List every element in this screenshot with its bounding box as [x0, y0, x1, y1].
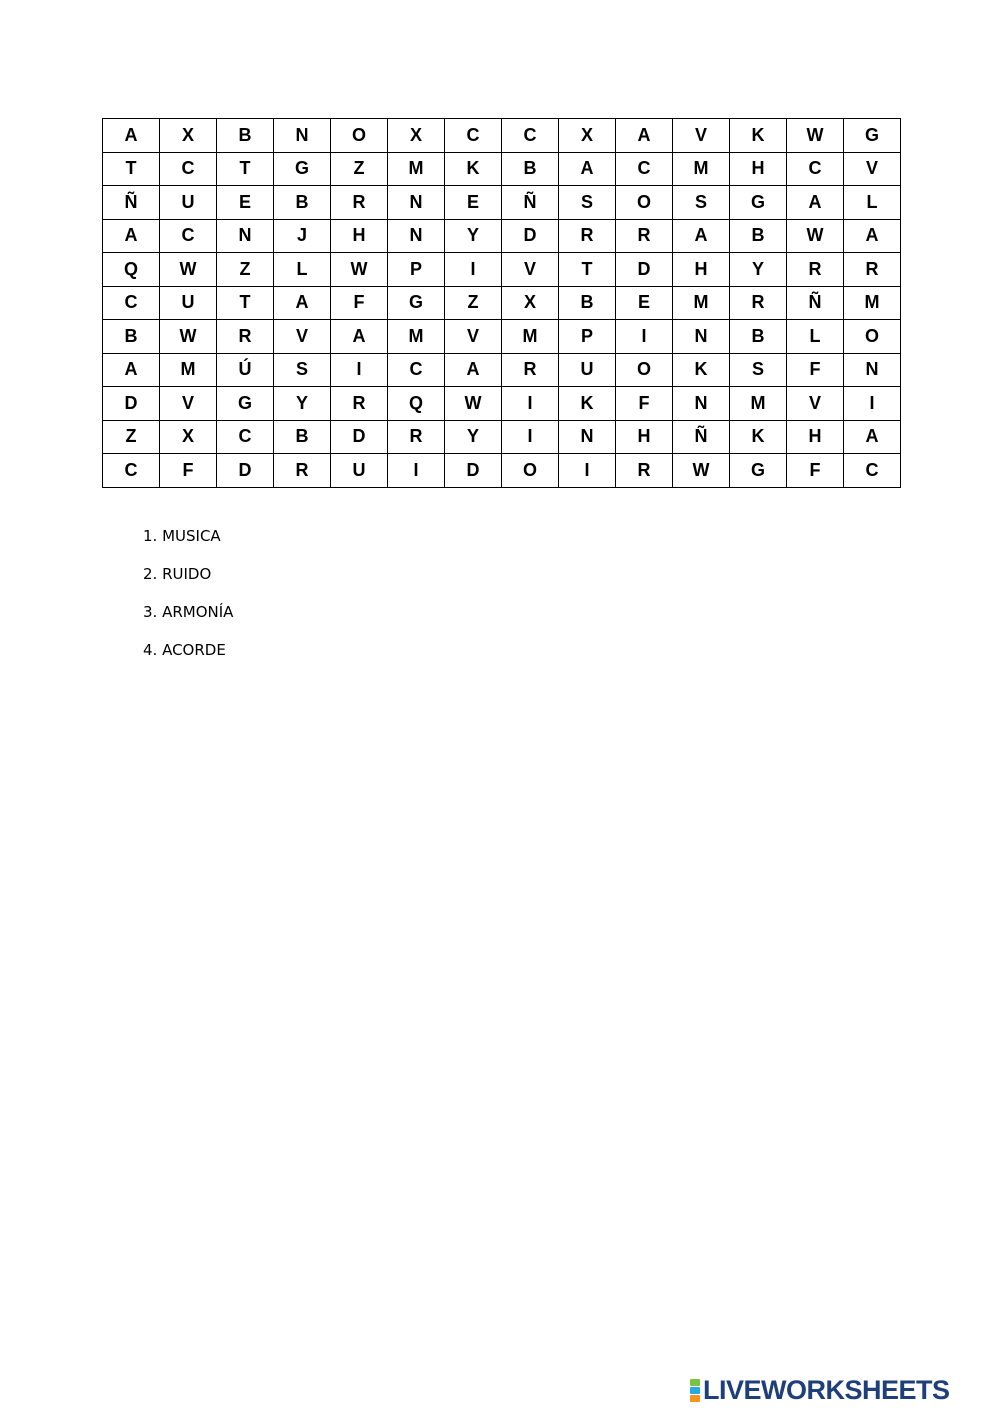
grid-cell[interactable]: F [331, 286, 388, 320]
grid-cell[interactable]: S [559, 186, 616, 220]
grid-cell[interactable]: R [616, 454, 673, 488]
word-list-item: 3. ARMONÍA [143, 603, 234, 621]
grid-cell[interactable]: F [616, 387, 673, 421]
grid-cell[interactable]: V [502, 253, 559, 287]
grid-cell[interactable]: F [787, 353, 844, 387]
grid-row [103, 454, 901, 488]
word-list-item: 4. ACORDE [143, 641, 226, 659]
brand-name: LIVEWORKSHEETS [703, 1374, 950, 1405]
grid-cell[interactable]: E [616, 286, 673, 320]
grid-cell[interactable]: G [730, 186, 787, 220]
grid-cell[interactable]: C [616, 152, 673, 186]
grid-cell[interactable]: C [445, 119, 502, 153]
grid-row [103, 286, 901, 320]
logo-block [690, 1379, 700, 1386]
grid-cell[interactable]: B [730, 219, 787, 253]
grid-cell[interactable]: P [388, 253, 445, 287]
word-list-item: 1. MUSICA [143, 527, 221, 545]
grid-cell[interactable]: T [559, 253, 616, 287]
grid-cell[interactable]: M [673, 286, 730, 320]
grid-cell[interactable]: U [160, 286, 217, 320]
grid-cell[interactable]: B [103, 320, 160, 354]
grid-cell[interactable]: A [616, 119, 673, 153]
grid-cell[interactable]: I [559, 454, 616, 488]
grid-cell[interactable]: C [103, 454, 160, 488]
grid-cell[interactable]: R [502, 353, 559, 387]
grid-cell[interactable]: Q [388, 387, 445, 421]
grid-cell[interactable]: H [787, 420, 844, 454]
grid-cell[interactable]: K [559, 387, 616, 421]
grid-cell[interactable]: M [844, 286, 901, 320]
grid-cell[interactable]: R [559, 219, 616, 253]
grid-cell[interactable]: O [844, 320, 901, 354]
grid-cell[interactable]: F [787, 454, 844, 488]
grid-cell[interactable]: C [103, 286, 160, 320]
grid-cell[interactable]: S [730, 353, 787, 387]
grid-cell[interactable]: K [673, 353, 730, 387]
grid-cell[interactable]: G [844, 119, 901, 153]
grid-row [103, 320, 901, 354]
grid-cell[interactable]: B [730, 320, 787, 354]
grid-cell[interactable]: D [331, 420, 388, 454]
grid-cell[interactable]: Z [103, 420, 160, 454]
grid-cell[interactable]: O [616, 353, 673, 387]
grid-cell[interactable]: G [217, 387, 274, 421]
grid-cell[interactable]: I [502, 387, 559, 421]
grid-cell[interactable]: W [160, 320, 217, 354]
grid-cell[interactable]: R [388, 420, 445, 454]
grid-cell[interactable]: A [445, 353, 502, 387]
grid-cell[interactable]: E [445, 186, 502, 220]
grid-cell[interactable]: G [388, 286, 445, 320]
grid-cell[interactable]: A [673, 219, 730, 253]
grid-cell[interactable]: O [502, 454, 559, 488]
grid-cell[interactable]: M [388, 152, 445, 186]
grid-cell[interactable]: D [445, 454, 502, 488]
grid-row [103, 353, 901, 387]
grid-cell[interactable]: W [160, 253, 217, 287]
grid-cell[interactable]: P [559, 320, 616, 354]
grid-cell[interactable]: Z [331, 152, 388, 186]
grid-cell[interactable]: M [388, 320, 445, 354]
word-search-grid [102, 118, 901, 488]
grid-cell[interactable]: X [160, 420, 217, 454]
grid-cell[interactable]: N [559, 420, 616, 454]
grid-cell[interactable]: A [844, 219, 901, 253]
grid-cell[interactable]: W [787, 219, 844, 253]
word-list [143, 525, 233, 677]
grid-row [103, 219, 901, 253]
grid-cell[interactable]: U [559, 353, 616, 387]
grid-cell[interactable]: B [274, 186, 331, 220]
grid-cell[interactable]: C [844, 454, 901, 488]
grid-row [103, 420, 901, 454]
grid-cell[interactable]: O [331, 119, 388, 153]
grid-cell[interactable]: I [331, 353, 388, 387]
grid-row [103, 119, 901, 153]
grid-cell[interactable]: N [217, 219, 274, 253]
grid-cell[interactable]: M [673, 152, 730, 186]
grid-cell[interactable]: X [388, 119, 445, 153]
grid-cell[interactable]: V [274, 320, 331, 354]
grid-cell[interactable]: H [730, 152, 787, 186]
grid-cell[interactable]: F [160, 454, 217, 488]
grid-cell[interactable]: V [160, 387, 217, 421]
grid-cell[interactable]: U [331, 454, 388, 488]
grid-cell[interactable]: Q [103, 253, 160, 287]
grid-cell[interactable]: S [673, 186, 730, 220]
grid-cell[interactable]: X [160, 119, 217, 153]
grid-cell[interactable]: R [616, 219, 673, 253]
grid-cell[interactable]: T [217, 152, 274, 186]
grid-cell[interactable]: E [217, 186, 274, 220]
grid-cell[interactable]: G [274, 152, 331, 186]
grid-cell[interactable]: T [103, 152, 160, 186]
grid-cell[interactable]: Ú [217, 353, 274, 387]
grid-cell[interactable]: S [274, 353, 331, 387]
grid-cell[interactable]: I [844, 387, 901, 421]
grid-cell[interactable]: A [103, 353, 160, 387]
grid-cell[interactable]: R [274, 454, 331, 488]
grid-cell[interactable]: L [274, 253, 331, 287]
grid-cell[interactable]: Ñ [103, 186, 160, 220]
grid-cell[interactable]: H [616, 420, 673, 454]
grid-cell[interactable]: H [331, 219, 388, 253]
grid-cell[interactable]: V [445, 320, 502, 354]
grid-cell[interactable]: A [103, 219, 160, 253]
grid-cell[interactable]: L [787, 320, 844, 354]
grid-cell[interactable]: K [445, 152, 502, 186]
grid-cell[interactable]: Z [217, 253, 274, 287]
grid-cell[interactable]: N [388, 219, 445, 253]
grid-cell[interactable]: R [730, 286, 787, 320]
grid-row [103, 253, 901, 287]
grid-cell[interactable]: I [616, 320, 673, 354]
logo-block [690, 1395, 700, 1402]
grid-cell[interactable]: Y [445, 420, 502, 454]
grid-cell[interactable]: Ñ [787, 286, 844, 320]
grid-cell[interactable]: W [331, 253, 388, 287]
grid-cell[interactable]: I [388, 454, 445, 488]
grid-cell[interactable]: M [160, 353, 217, 387]
grid-cell[interactable]: I [445, 253, 502, 287]
grid-cell[interactable]: W [673, 454, 730, 488]
grid-cell[interactable]: B [502, 152, 559, 186]
brand-logo [690, 1374, 950, 1406]
grid-cell[interactable]: W [787, 119, 844, 153]
grid-cell[interactable]: B [274, 420, 331, 454]
grid-cell[interactable]: C [217, 420, 274, 454]
grid-cell[interactable]: Y [730, 253, 787, 287]
grid-cell[interactable]: I [502, 420, 559, 454]
grid-cell[interactable]: M [502, 320, 559, 354]
grid-cell[interactable]: G [730, 454, 787, 488]
grid-cell[interactable]: A [559, 152, 616, 186]
grid-cell[interactable]: D [616, 253, 673, 287]
grid-cell[interactable]: M [730, 387, 787, 421]
grid-cell[interactable]: Y [274, 387, 331, 421]
grid-cell[interactable]: N [388, 186, 445, 220]
grid-cell[interactable]: K [730, 119, 787, 153]
grid-cell[interactable]: R [787, 253, 844, 287]
grid-cell[interactable]: A [103, 119, 160, 153]
grid-cell[interactable]: D [103, 387, 160, 421]
grid-cell[interactable]: V [787, 387, 844, 421]
grid-row [103, 387, 901, 421]
grid-cell[interactable]: N [673, 320, 730, 354]
grid-cell[interactable]: V [673, 119, 730, 153]
grid-cell[interactable]: Y [445, 219, 502, 253]
grid-cell[interactable]: H [673, 253, 730, 287]
grid-cell[interactable]: W [445, 387, 502, 421]
grid-cell[interactable]: R [844, 253, 901, 287]
grid-cell[interactable]: L [844, 186, 901, 220]
grid-cell[interactable]: A [274, 286, 331, 320]
grid-cell[interactable]: X [502, 286, 559, 320]
grid-cell[interactable]: R [217, 320, 274, 354]
grid-cell[interactable]: Ñ [502, 186, 559, 220]
grid-row [103, 186, 901, 220]
grid-cell[interactable]: R [331, 387, 388, 421]
grid-cell[interactable]: A [844, 420, 901, 454]
grid-cell[interactable]: Ñ [673, 420, 730, 454]
grid-cell[interactable]: R [331, 186, 388, 220]
grid-cell[interactable]: N [844, 353, 901, 387]
grid-cell[interactable]: O [616, 186, 673, 220]
grid-cell[interactable]: C [787, 152, 844, 186]
grid-cell[interactable]: C [160, 219, 217, 253]
word-list-item: 2. RUIDO [143, 565, 212, 583]
grid-cell[interactable]: V [844, 152, 901, 186]
grid-cell[interactable]: Z [445, 286, 502, 320]
logo-block [690, 1387, 700, 1394]
grid-cell[interactable]: C [388, 353, 445, 387]
grid-cell[interactable]: C [502, 119, 559, 153]
grid-cell[interactable]: C [160, 152, 217, 186]
grid-cell[interactable]: B [217, 119, 274, 153]
grid-cell[interactable]: B [559, 286, 616, 320]
grid-cell[interactable]: D [217, 454, 274, 488]
grid-cell[interactable]: K [730, 420, 787, 454]
grid-cell[interactable]: A [331, 320, 388, 354]
grid-cell[interactable]: U [160, 186, 217, 220]
grid-cell[interactable]: A [787, 186, 844, 220]
grid-cell[interactable]: T [217, 286, 274, 320]
grid-cell[interactable]: J [274, 219, 331, 253]
grid-row [103, 152, 901, 186]
grid-cell[interactable]: N [274, 119, 331, 153]
grid-cell[interactable]: X [559, 119, 616, 153]
grid-cell[interactable]: D [502, 219, 559, 253]
liveworksheets-logo-icon [690, 1379, 700, 1402]
grid-cell[interactable]: N [673, 387, 730, 421]
